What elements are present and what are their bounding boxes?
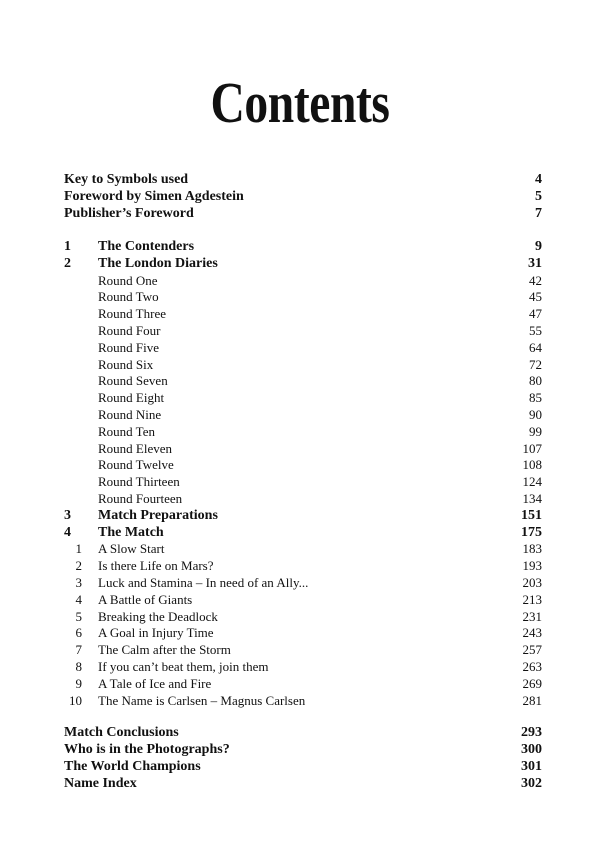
toc-section-entry[interactable] [64, 558, 542, 575]
toc-round-entry[interactable] [64, 340, 542, 357]
round-title: Round Thirteen [98, 474, 180, 490]
toc-section-entry[interactable] [64, 625, 542, 642]
round-page: 72 [529, 356, 542, 372]
section-page: 269 [522, 675, 542, 691]
toc-entry-label: Key to Symbols used [64, 172, 189, 187]
toc-section-entry[interactable] [64, 541, 542, 558]
round-title: Round Seven [98, 373, 168, 389]
toc-round-entry[interactable] [64, 491, 542, 508]
toc-chapter[interactable] [64, 256, 542, 273]
round-page: 47 [529, 306, 542, 322]
chapter-title: Match Preparations [98, 507, 218, 523]
chapter-number: 1 [64, 238, 71, 254]
round-title: Round Eight [98, 390, 165, 406]
chapter-number: 2 [64, 255, 71, 271]
round-title: Round Six [98, 356, 154, 372]
section-number: 10 [69, 692, 82, 708]
chapter-page: 31 [528, 255, 542, 271]
section-title: Luck and Stamina – In need of an Ally... [98, 574, 309, 590]
round-page: 134 [522, 490, 542, 506]
chapter-page: 175 [521, 524, 542, 540]
round-title: Round Four [98, 322, 161, 338]
toc-round-entry[interactable] [64, 323, 542, 340]
section-title: The Calm after the Storm [98, 642, 231, 658]
round-page: 90 [529, 406, 542, 422]
round-page: 55 [529, 322, 542, 338]
toc-chapter[interactable] [64, 239, 542, 256]
chapter-title: The London Diaries [98, 255, 218, 271]
round-page: 80 [529, 373, 542, 389]
round-title: Round Twelve [98, 457, 174, 473]
toc-section-entry[interactable] [64, 659, 542, 676]
toc-section-entry[interactable] [64, 592, 542, 609]
chapter-number: 3 [64, 507, 71, 523]
round-title: Round Eleven [98, 440, 173, 456]
toc-chapter[interactable] [64, 525, 542, 542]
toc-entry-label: Publisher’s Foreword [64, 205, 194, 221]
toc-entry-front[interactable] [64, 206, 542, 223]
toc-entry-front[interactable] [64, 189, 542, 206]
section-page: 281 [522, 692, 542, 708]
toc-round-entry[interactable] [64, 306, 542, 323]
section-spacer [64, 709, 542, 725]
page-title: Contents [210, 70, 390, 135]
round-title: Round Nine [98, 406, 162, 422]
round-title: Round Ten [98, 423, 155, 439]
section-page: 231 [522, 608, 542, 624]
toc-entry-label: Who is in the Photographs? [64, 742, 230, 758]
section-page: 257 [522, 642, 542, 658]
toc-section-entry[interactable] [64, 609, 542, 626]
section-title: A Tale of Ice and Fire [98, 675, 212, 691]
section-number: 8 [75, 658, 82, 674]
toc-entry-page: 300 [521, 742, 542, 758]
toc-entry-back[interactable] [64, 759, 542, 776]
section-title: A Battle of Giants [98, 591, 193, 607]
section-title: A Goal in Injury Time [98, 625, 214, 641]
toc-chapter[interactable] [64, 508, 542, 525]
table-of-contents [64, 172, 542, 793]
chapter-title: The Contenders [98, 238, 195, 254]
toc-round-entry[interactable] [64, 289, 542, 306]
section-title: The Name is Carlsen – Magnus Carlsen [98, 692, 306, 708]
toc-round-entry[interactable] [64, 357, 542, 374]
toc-section-entry[interactable] [64, 693, 542, 710]
round-page: 42 [529, 272, 542, 288]
toc-round-entry[interactable] [64, 407, 542, 424]
section-page: 193 [522, 558, 542, 574]
toc-entry-front[interactable] [64, 172, 542, 189]
round-title: Round Two [98, 289, 159, 305]
toc-entry-label: Name Index [64, 775, 137, 791]
section-number: 1 [75, 541, 82, 557]
round-page: 99 [529, 423, 542, 439]
toc-entry-label: Foreword by Simen Agdestein [64, 188, 244, 204]
section-number: 7 [75, 642, 82, 658]
toc-round-entry[interactable] [64, 474, 542, 491]
toc-entry-label: Match Conclusions [64, 725, 179, 741]
toc-round-entry[interactable] [64, 424, 542, 441]
toc-round-entry[interactable] [64, 390, 542, 407]
section-page: 213 [522, 591, 542, 607]
section-title: Breaking the Deadlock [98, 608, 218, 624]
toc-entry-back[interactable] [64, 725, 542, 742]
toc-entry-page: 7 [535, 205, 542, 221]
toc-entry-page: 301 [521, 759, 542, 775]
section-number: 4 [75, 591, 82, 607]
section-number: 6 [75, 625, 82, 641]
round-page: 108 [522, 457, 542, 473]
section-title: If you can’t beat them, join them [98, 658, 269, 674]
round-title: Round One [98, 272, 158, 288]
toc-entry-page: 293 [521, 725, 542, 741]
toc-section-entry[interactable] [64, 642, 542, 659]
round-title: Round Three [98, 306, 166, 322]
section-page: 263 [522, 658, 542, 674]
section-page: 183 [522, 541, 542, 557]
toc-round-entry[interactable] [64, 273, 542, 290]
round-page: 85 [529, 390, 542, 406]
chapter-page: 9 [535, 238, 542, 254]
section-page: 243 [522, 625, 542, 641]
round-page: 45 [529, 289, 542, 305]
toc-section-entry[interactable] [64, 575, 542, 592]
toc-round-entry[interactable] [64, 373, 542, 390]
round-page: 107 [522, 440, 542, 456]
toc-entry-page: 302 [521, 775, 542, 791]
round-page: 124 [522, 474, 542, 490]
section-title: A Slow Start [98, 541, 165, 557]
toc-round-entry[interactable] [64, 441, 542, 458]
section-title: Is there Life on Mars? [98, 558, 214, 574]
toc-section-entry[interactable] [64, 676, 542, 693]
section-page: 203 [522, 574, 542, 590]
toc-entry-back[interactable] [64, 776, 542, 793]
section-number: 2 [75, 558, 82, 574]
chapter-title: The Match [98, 524, 164, 540]
toc-entry-page: 5 [535, 188, 542, 204]
section-number: 9 [75, 675, 82, 691]
chapter-number: 4 [64, 524, 71, 540]
round-page: 64 [529, 339, 542, 355]
toc-entry-back[interactable] [64, 742, 542, 759]
toc-entry-label: The World Champions [64, 759, 201, 775]
round-title: Round Fourteen [98, 490, 183, 506]
section-number: 5 [75, 608, 82, 624]
round-title: Round Five [98, 339, 160, 355]
chapter-page: 151 [521, 507, 542, 523]
toc-entry-page: 4 [535, 172, 542, 187]
section-number: 3 [75, 574, 82, 590]
toc-round-entry[interactable] [64, 457, 542, 474]
section-spacer [64, 222, 542, 239]
